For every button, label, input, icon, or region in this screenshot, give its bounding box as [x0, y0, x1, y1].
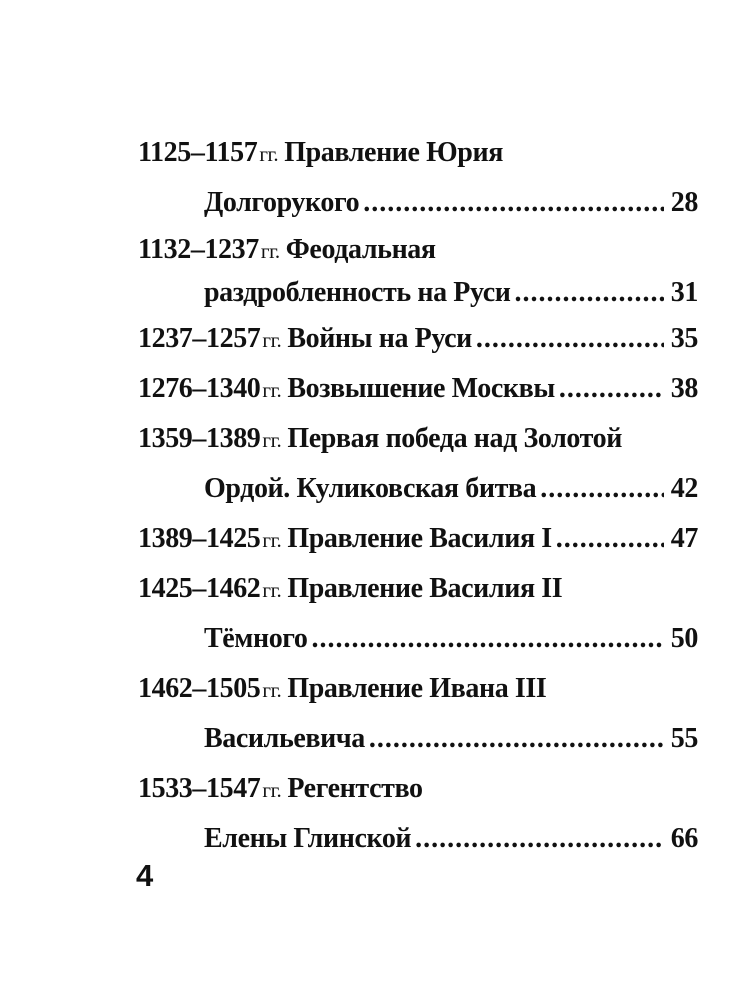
- entry-title: Правление Ивана III: [287, 673, 547, 704]
- entry-gg: гг.: [262, 678, 282, 702]
- toc-entry-line: [138, 414, 698, 464]
- entry-title-continued: Васильевича: [204, 723, 365, 754]
- entry-years: 1125–1157: [138, 137, 258, 168]
- entry-gg: гг.: [262, 328, 282, 352]
- entry-years: 1276–1340: [138, 373, 261, 404]
- entry-title: Первая победа над Золотой: [287, 423, 622, 454]
- dot-leader: [363, 178, 664, 228]
- entry-title: Правление Василия II: [287, 573, 563, 604]
- entry-gg: гг.: [262, 528, 282, 552]
- toc-entry-line: [138, 764, 698, 814]
- toc-entry-line: [138, 271, 698, 314]
- toc-entry-line: [138, 314, 698, 364]
- dot-leader: [312, 614, 664, 664]
- toc-entry-line: [138, 814, 698, 864]
- entry-gg: гг.: [262, 378, 282, 402]
- entry-years: 1359–1389: [138, 423, 261, 454]
- entry-years: 1237–1257: [138, 323, 261, 354]
- entry-gg: гг.: [262, 778, 282, 802]
- entry-page-number: 35: [670, 323, 698, 354]
- toc-entry-line: [138, 714, 698, 764]
- dot-leader: [369, 714, 664, 764]
- entry-page-number: 66: [670, 823, 698, 854]
- entry-gg: гг.: [259, 142, 279, 166]
- dot-leader: [559, 364, 664, 414]
- entry-years: 1389–1425: [138, 523, 261, 554]
- entry-page-number: 38: [670, 373, 698, 404]
- entry-title: Феодальная: [285, 234, 436, 265]
- toc-entry-line: [138, 614, 698, 664]
- entry-page-number: 50: [670, 623, 698, 654]
- entry-gg: гг.: [262, 578, 282, 602]
- toc-entry-line: [138, 178, 698, 228]
- dot-leader: [514, 271, 664, 314]
- entry-title-continued: Тёмного: [204, 623, 308, 654]
- entry-page-number: 47: [670, 523, 698, 554]
- entry-page-number: 31: [670, 277, 698, 308]
- dot-leader: [540, 464, 664, 514]
- toc-entry-line: [138, 228, 698, 271]
- entry-title: Войны на Руси: [287, 323, 472, 354]
- entry-title: Возвышение Москвы: [287, 373, 555, 404]
- entry-gg: гг.: [262, 428, 282, 452]
- entry-years: 1132–1237: [138, 234, 259, 265]
- entry-years: 1425–1462: [138, 573, 261, 604]
- entry-page-number: 42: [670, 473, 698, 504]
- entry-gg: гг.: [260, 239, 280, 263]
- page-number: 4: [136, 858, 154, 893]
- entry-title-continued: раздробленность на Руси: [204, 277, 511, 308]
- entry-years: 1462–1505: [138, 673, 261, 704]
- toc-entry-line: [138, 364, 698, 414]
- dot-leader: [476, 314, 664, 364]
- dot-leader: [556, 514, 664, 564]
- table-of-contents: [138, 128, 698, 864]
- entry-title: Правление Василия I: [287, 523, 552, 554]
- entry-title-continued: Долгорукого: [204, 187, 360, 218]
- entry-title-continued: Елены Глинской: [204, 823, 412, 854]
- entry-page-number: 28: [670, 187, 698, 218]
- toc-entry-line: [138, 128, 698, 178]
- toc-entry-line: [138, 464, 698, 514]
- toc-entry-line: [138, 514, 698, 564]
- entry-page-number: 55: [670, 723, 698, 754]
- entry-title: Правление Юрия: [284, 137, 503, 168]
- entry-years: 1533–1547: [138, 773, 261, 804]
- entry-title: Регентство: [287, 773, 423, 804]
- toc-entry-line: [138, 664, 698, 714]
- toc-entry-line: [138, 564, 698, 614]
- dot-leader: [415, 814, 664, 864]
- entry-title-continued: Ордой. Куликовская битва: [204, 473, 537, 504]
